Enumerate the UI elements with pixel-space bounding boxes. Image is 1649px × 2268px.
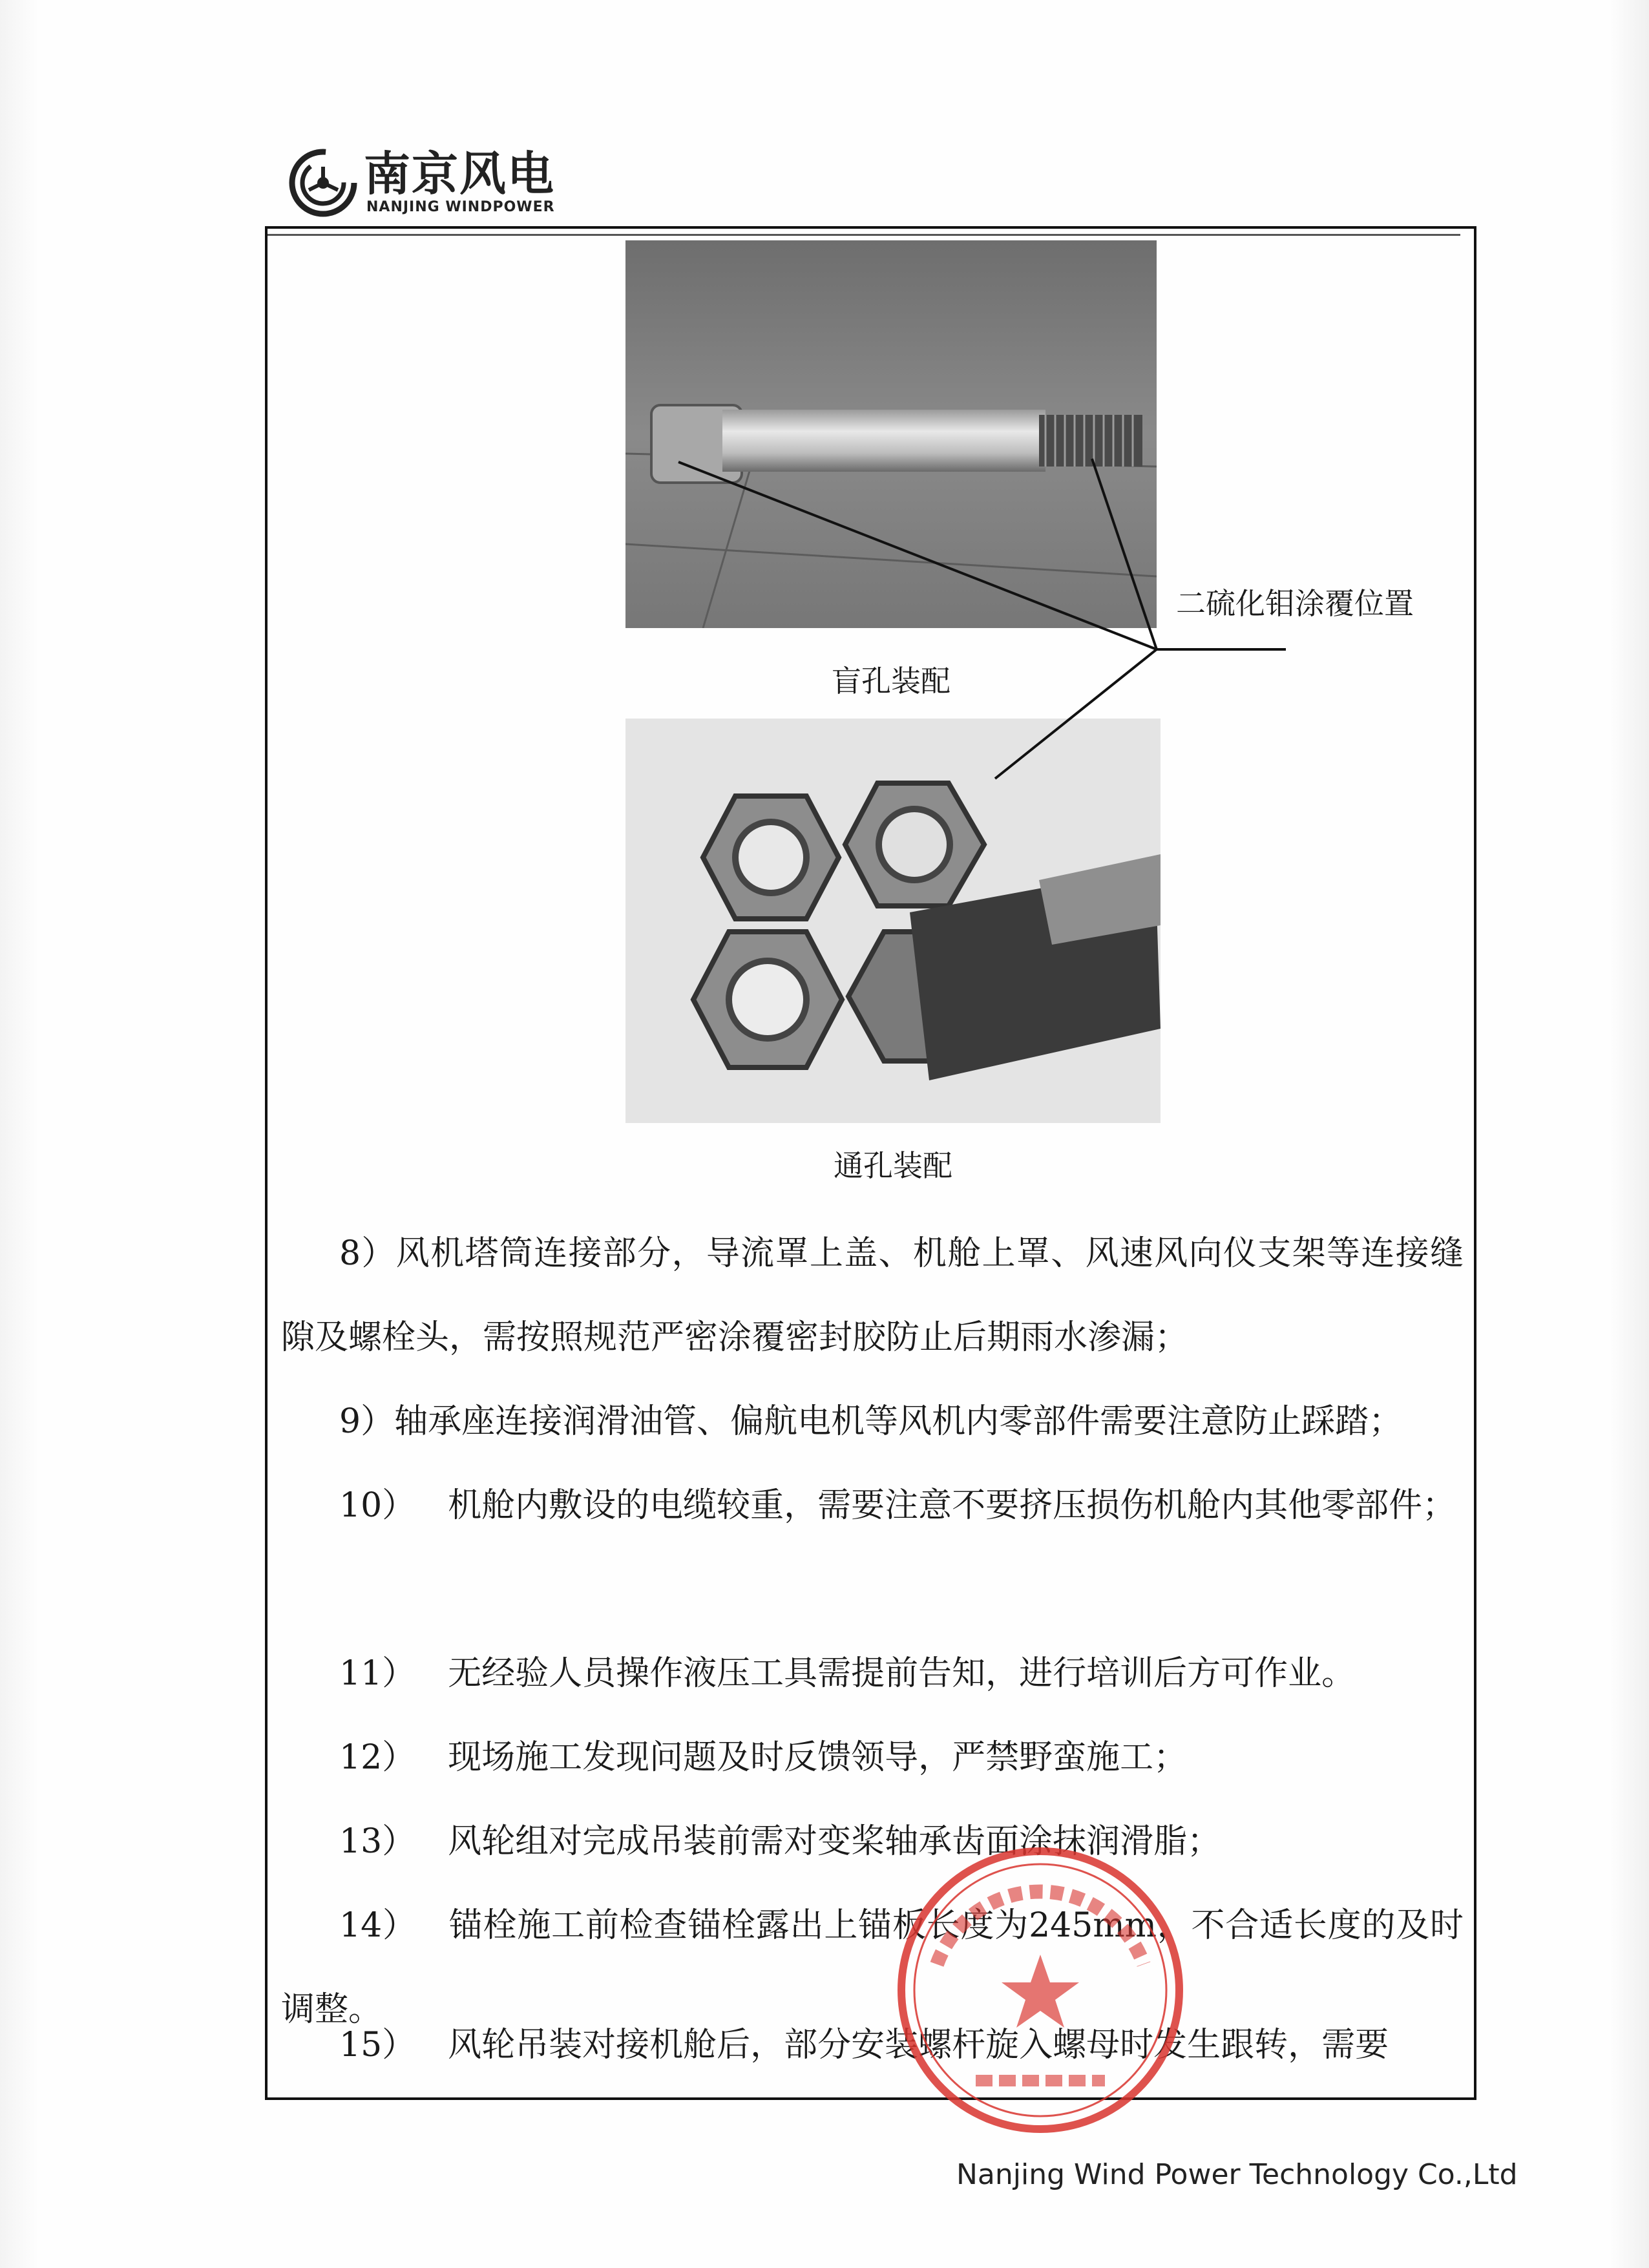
paragraph-number: 15）	[339, 2026, 416, 2064]
coating-position-label: 二硫化钼涂覆位置	[1176, 586, 1414, 621]
paragraph-number: 9）	[339, 1402, 395, 1441]
logo-english-name: NANJING WINDPOWER	[366, 199, 555, 215]
paragraph-text: 风轮吊装对接机舱后，部分安装螺杆旋入螺母时发生跟转，需要	[448, 2026, 1389, 2064]
paragraph-number: 14）	[339, 1906, 417, 1945]
paragraph-number: 12）	[339, 1738, 416, 1777]
paragraph-8	[281, 1212, 1464, 1380]
paragraph-text: 锚栓施工前检查锚栓露出上锚板长度为245mm，不合适长度的及时调整。	[281, 1906, 1464, 2029]
paragraph-15	[281, 2003, 1464, 2087]
paragraph-9	[281, 1380, 1464, 1464]
paragraph-11	[281, 1632, 1464, 1716]
paragraph-text: 机舱内敷设的电缆较重，需要注意不要挤压损伤机舱内其他零部件；	[448, 1486, 1456, 1525]
paragraph-number: 13）	[339, 1822, 416, 1861]
paragraph-text: 无经验人员操作液压工具需提前告知，进行培训后方可作业。	[448, 1654, 1356, 1693]
paragraph-number: 10）	[339, 1486, 416, 1525]
blind-hole-caption: 盲孔装配	[832, 664, 951, 698]
paragraph-text: 轴承座连接润滑油管、偏航电机等风机内零部件需要注意防止踩踏；	[394, 1402, 1403, 1441]
paragraph-text: 风轮组对完成吊装前需对变桨轴承齿面涂抹润滑脂；	[448, 1822, 1221, 1861]
paragraph-13	[281, 1800, 1464, 1884]
paragraph-12	[281, 1716, 1464, 1800]
paragraph-10	[281, 1464, 1464, 1548]
paragraph-text: 现场施工发现问题及时反馈领导，严禁野蛮施工；	[448, 1738, 1188, 1777]
paragraph-number: 11）	[339, 1654, 416, 1693]
paragraph-text: 风机塔筒连接部分，导流罩上盖、机舱上罩、风速风向仪支架等连接缝隙及螺栓头，需按照规范严密涂覆密封胶防止后期雨水渗漏；	[281, 1234, 1464, 1357]
paragraph-number: 8）	[339, 1234, 396, 1273]
company-seal-stamp	[885, 1835, 1195, 2145]
logo-chinese-name: 南京风电	[364, 147, 556, 201]
through-hole-caption: 通孔装配	[834, 1148, 952, 1183]
footer-company-name: Nanjing Wind Power Technology Co.,Ltd	[956, 2158, 1518, 2191]
